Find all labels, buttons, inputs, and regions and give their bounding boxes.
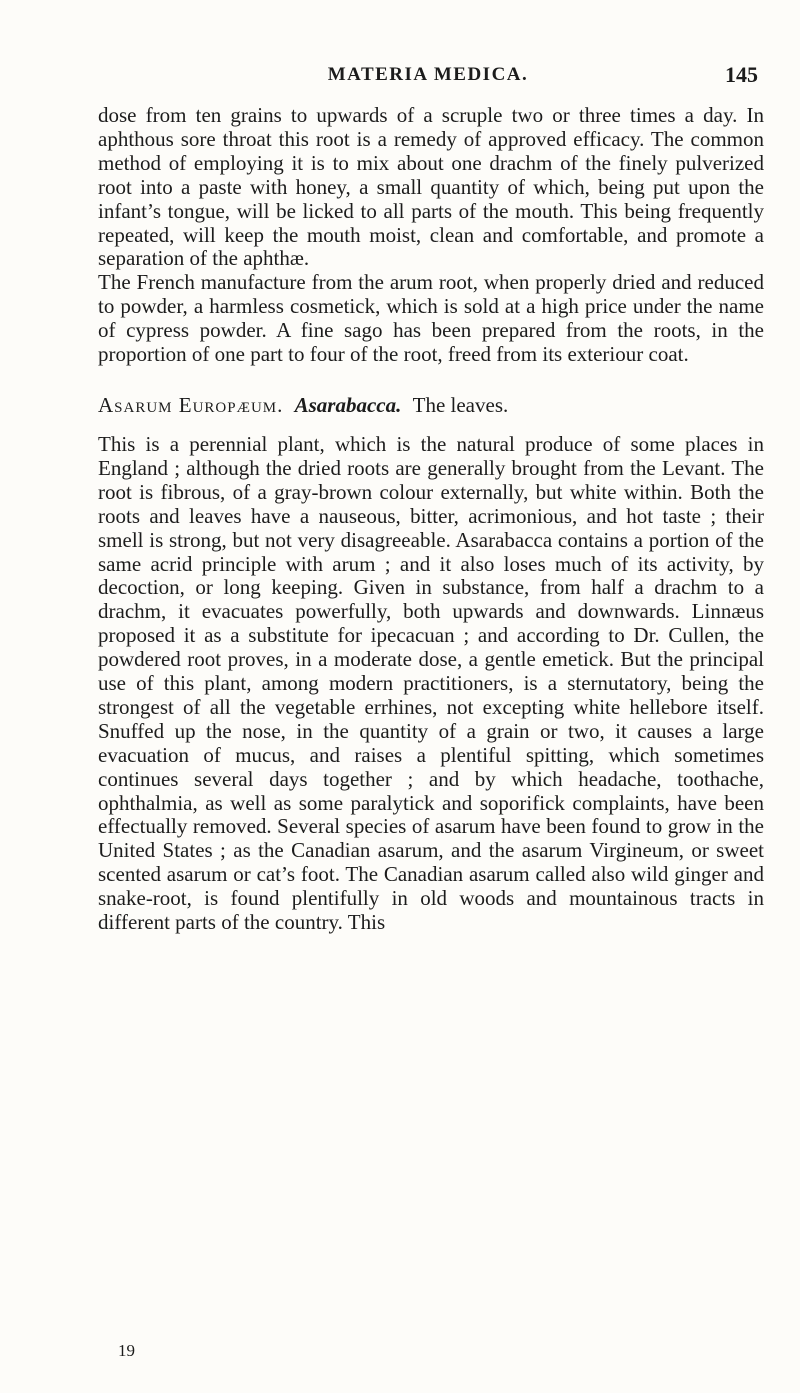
page-header: [98, 64, 758, 94]
entry-part-used: The leaves.: [412, 392, 509, 417]
paragraph-cypress-powder: The French manufacture from the arum root, when properly dried and reduced to powder, a harmless cosmetick, which is sold at a high price under the name of cypress powder. A fine sago has been prepared from the roots, in the proportion of one part to four of the root, freed from its exteriour coat.: [98, 270, 764, 367]
page-number: 145: [725, 62, 758, 87]
paragraph-arum-dose: dose from ten grains to upwards of a scruple two or three times a day. In aphthous sore throat this root is a remedy of approved efficacy. The common method of employing it is to mix about one drachm of the finely pulverized root into a paste with honey, a small quantity of which, being put upon the infant’s tongue, will be licked to all parts of the mouth. This being frequently repeated, will keep the mouth moist, clean and comfortable, and promote a separation of the aphthæ.: [98, 103, 764, 271]
entry-common-name: Asarabacca.: [294, 392, 402, 417]
running-head: MATERIA MEDICA.: [327, 64, 529, 85]
signature-mark: 19: [118, 1341, 135, 1360]
paragraph-asarum-description: This is a perennial plant, which is the natural produce of some places in England ; although the dried roots are generally brought from the Levant. The root is fibrous, of a gray-brown colour externally, but white within. Both the roots and leaves have a nauseous, bitter, acrimonious, and hot taste ; their smell is strong, but not very disagreeable. Asarabacca contains a portion of the same acrid principle with arum ; and it also loses much of its activity, by decoction, or long keeping. Given in substance, from half a drachm to a drachm, it evacuates powerfully, both upwards and downwards. Linnæus proposed it as a substitute for ipecacuan ; and according to Dr. Cullen, the powdered root proves, in a moderate dose, a gentle emetick. But the principal use of this plant, among modern practitioners, is a sternutatory, being the strongest of all the vegetable errhines, not excepting white hellebore itself. Snuffed up the nose, in the quantity of a grain or two, it causes a large evacuation of mucus, and raises a plentiful spitting, which sometimes continues several days together ; and by which headache, toothache, ophthalmia, as well as some paralytick and soporifick complaints, have been effectually removed. Several species of asarum have been found to grow in the United States ; as the Canadian asarum, and the asarum Virgineum, or sweet scented asarum or cat’s foot. The Canadian asarum called also wild ginger and snake-root, is found plentifully in old woods and mountainous tracts in different parts of the country. This: [98, 431, 764, 935]
entry-latin-name: Asarum Europæum.: [98, 392, 284, 417]
entry-heading-asarum: [98, 393, 764, 417]
body-text: [98, 104, 764, 935]
